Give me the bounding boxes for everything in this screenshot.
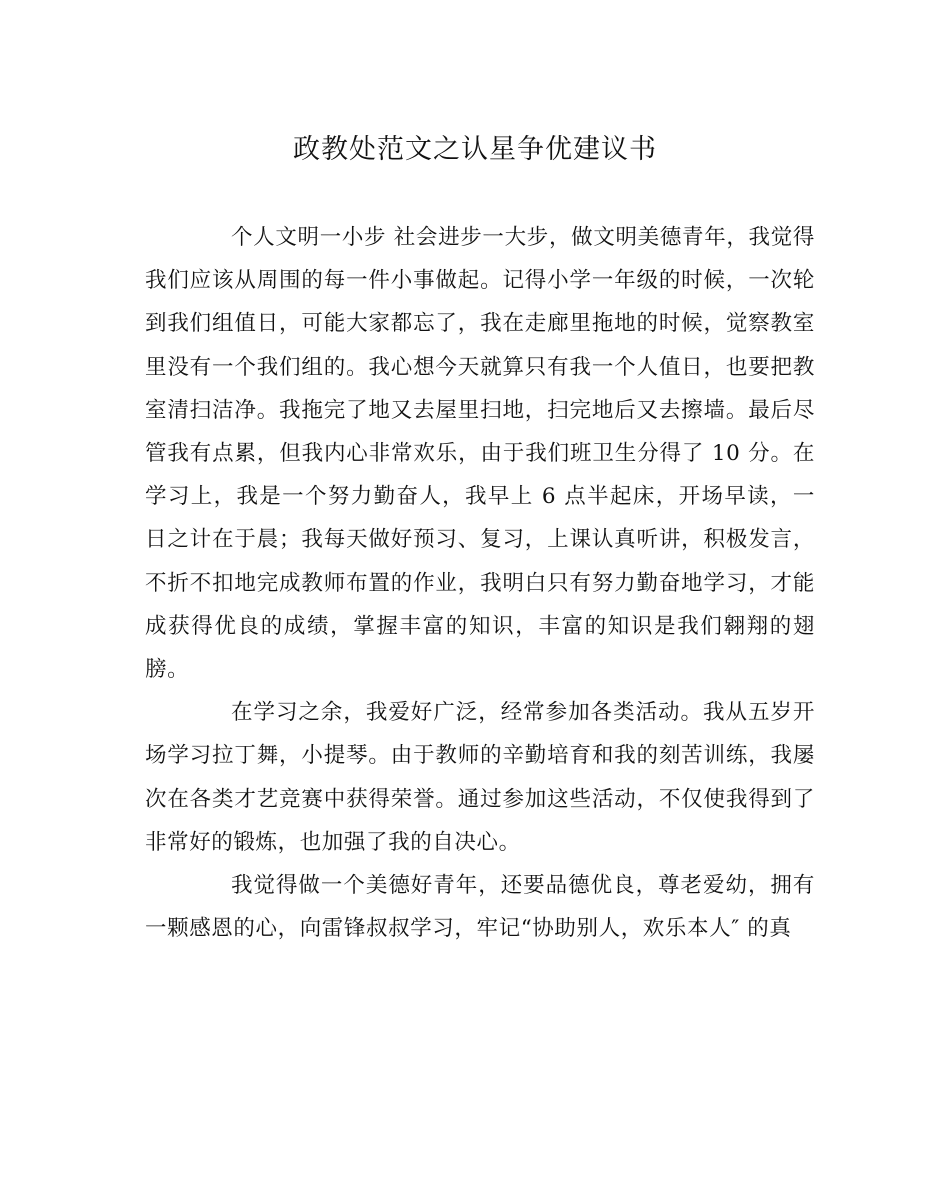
paragraph-3: 我觉得做一个美德好青年，还要品德优良，尊老爱幼，拥有一颗感恩的心，向雷锋叔叔学习，牢记“协助别人，欢乐本人″ 的真 <box>145 873 815 942</box>
document-body <box>145 216 815 950</box>
document-title: 政教处范文之认星争优建议书 <box>293 134 657 165</box>
paragraph-1: 个人文明一小步 社会进步一大步，做文明美德青年，我觉得我们应该从周围的每一件小事做起。记得小学一年级的时候，一次轮到我们组值日，可能大家都忘了，我在走廊里拖地的时候，觉察教室里没有一个我们组的。我心想今天就算只有我一个人值日，也要把教室清扫洁净。我拖完了地又去屋里扫地，扫完地后又去擦墙。最后尽管我有点累，但我内心非常欢乐，由于我们班卫生分得了 10 分。在学习上，我是一个努力勤奋人，我早上 6 点半起床，开场早读，一日之计在于晨；我每天做好预习、复习，上课认真听讲，积极发言，不折不扣地完成教师布置的作业，我明白只有努力勤奋地学习，才能成获得优良的成绩，掌握丰富的知识，丰富的知识是我们翱翔的翅膀。 <box>145 225 815 683</box>
paragraph-2: 在学习之余，我爱好广泛，经常参加各类活动。我从五岁开场学习拉丁舞，小提琴。由于教师的辛勤培育和我的刻苦训练，我屡次在各类才艺竞赛中获得荣誉。通过参加这些活动，不仅使我得到了非常好的锻炼，也加强了我的自决心。 <box>145 700 815 855</box>
